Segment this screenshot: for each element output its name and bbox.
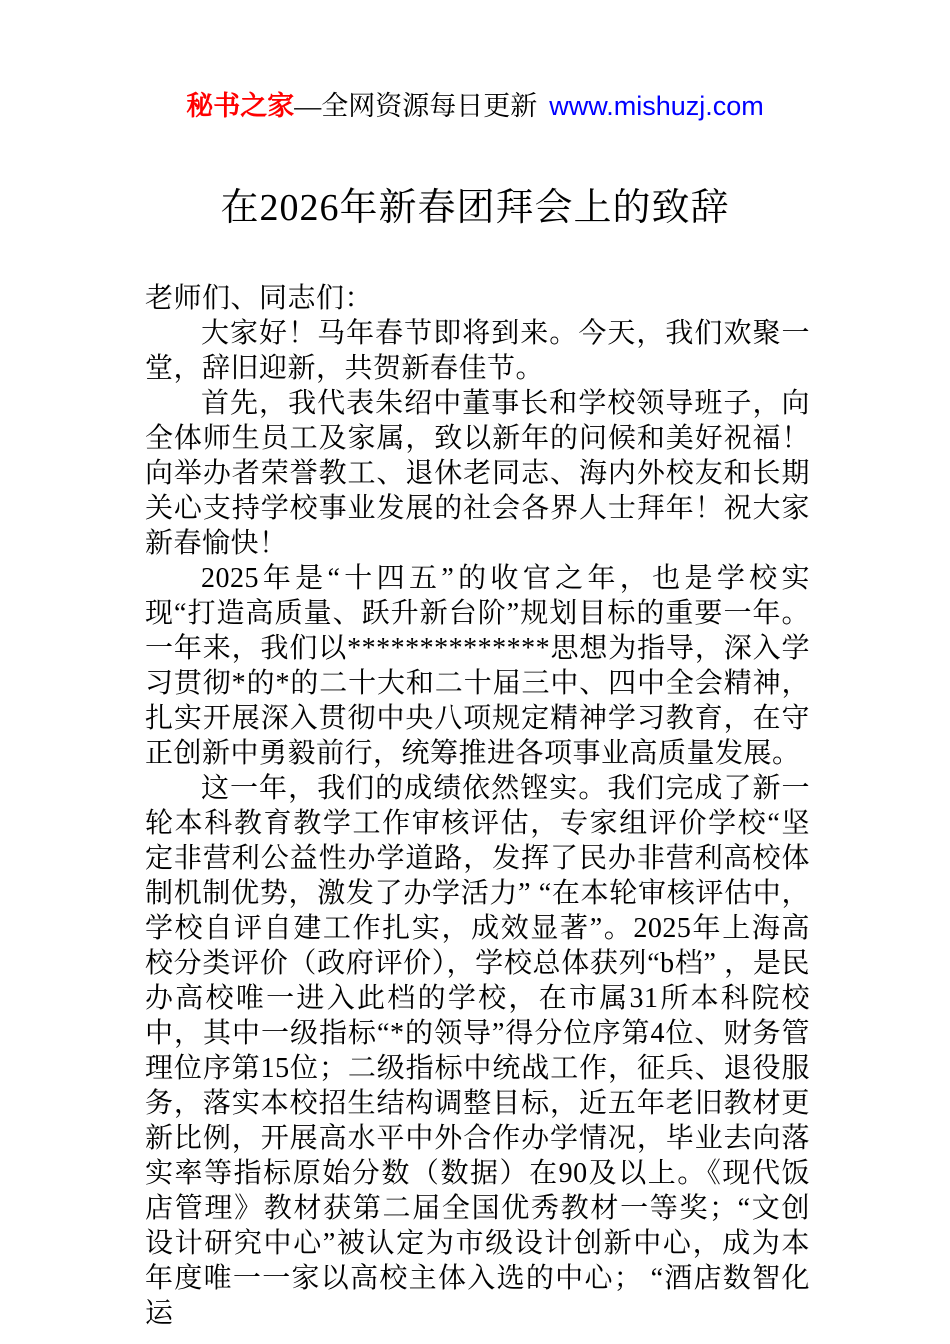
- document-body: [145, 281, 810, 1331]
- paragraph: 大家好！马年春节即将到来。今天，我们欢聚一堂，辞旧迎新，共贺新春佳节。: [145, 318, 810, 384]
- paragraph: 老师们、同志们：: [145, 283, 374, 314]
- paragraph: 这一年，我们的成绩依然铿实。我们完成了新一轮本科教育教学工作审核评估，专家组评价学校“坚定非营利公益性办学道路，发挥了民办非营利高校体制机制优势，激发了办学活力” “在本轮审核评估中，学校自评自建工作扎实，成效显著”。2025年上海高校分类评价（政府评价），学校总体获列“b档” ，是民办高校唯一进入此档的学校，在市属31所本科院校中，其中一级指标“*的领导”得分位序第4位、财务管理位序第15位；二级指标中统战工作，征兵、退役服务，落实本校招生结构调整目标，近五年老旧教材更新比例，开展高水平中外合作办学情况，毕业去向落实率等指标原始分数（数据）在90及以上。《现代饭店管理》教材获第二届全国优秀教材一等奖；“文创设计研究中心”被认定为市级设计创新中心，成为本年度唯一一家以高校主体入选的中心； “酒店数智化运: [145, 773, 810, 1329]
- site-tagline: —全网资源每日更新: [294, 91, 538, 121]
- site-url-link[interactable]: www.mishuzj.com: [549, 91, 764, 121]
- document-title: 在2026年新春团拜会上的致辞: [220, 187, 730, 229]
- site-header: [0, 0, 950, 123]
- site-brand: 秘书之家: [186, 91, 295, 121]
- paragraph: 首先，我代表朱绍中董事长和学校领导班子，向全体师生员工及家属，致以新年的问候和美好祝福！向举办者荣誉教工、退休老同志、海内外校友和长期关心支持学校事业发展的社会各界人士拜年！祝大家新春愉快！: [145, 388, 810, 559]
- paragraph: 2025年是“十四五”的收官之年，也是学校实现“打造高质量、跃升新台阶”规划目标的重要一年。一年来，我们以**************思想为指导，深入学习贯彻*的*的二十大和二十届三中、四中全会精神，扎实开展深入贯彻中央八项规定精神学习教育，在守正创新中勇毅前行，统筹推进各项事业高质量发展。: [145, 563, 810, 769]
